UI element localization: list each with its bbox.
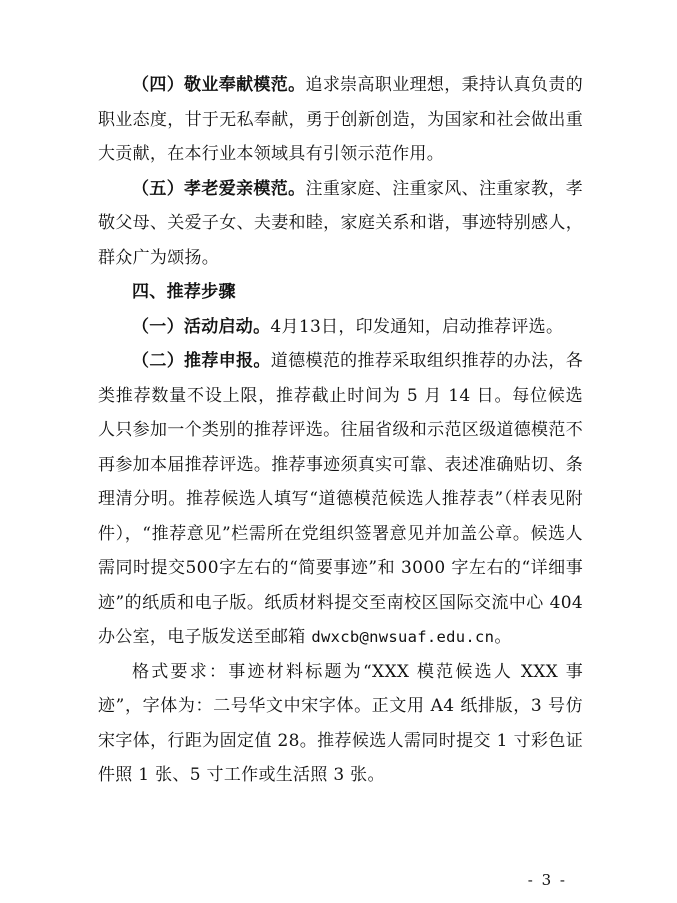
step-one-text: 4月13日，印发通知，启动推荐评选。 bbox=[270, 316, 564, 337]
step-two-paragraph bbox=[98, 344, 583, 655]
steps-heading: 四、推荐步骤 bbox=[132, 282, 236, 302]
document-body bbox=[98, 68, 583, 793]
section-five-text: 注重家庭、注重家风、注重家教，孝敬父母、关爱子女、夫妻和睦，家庭关系和谐，事迹特别感人，群众广为颂扬。 bbox=[98, 178, 583, 268]
section-four-lead: （四）敬业奉献模范。 bbox=[132, 75, 306, 95]
email-address: dwxcb@nwsuaf.edu.cn bbox=[311, 628, 495, 646]
page-number: - 3 - bbox=[527, 871, 567, 889]
section-five-lead: （五）孝老爱亲模范。 bbox=[132, 178, 306, 199]
section-four-paragraph bbox=[98, 68, 583, 172]
section-four-text: 追求崇高职业理想，秉持认真负责的职业态度，甘于无私奉献，勇于创新创造，为国家和社会做出重大贡献，在本行业本领域具有引领示范作用。 bbox=[98, 75, 583, 164]
step-two-text: 道德模范的推荐采取组织推荐的办法，各类推荐数量不设上限，推荐截止时间为 5 月 14 日。每位候选人只参加一个类别的推荐评选。往届省级和示范区级道德模范不再参加本届推荐评选。推荐事迹须真实可靠、表述准确贴切、条理清分明。推荐候选人填写“道德模范候选人推荐表”（样表见附件），“推荐意见”栏需所在党组织签署意见并加盖公章。候选人需同时提交500字左右的“简要事迹”和 3000 字左右的“详细事迹”的纸质和电子版。纸质材料提交至南校区国际交流中心 404 办公室，电子版发送至邮箱 bbox=[98, 351, 583, 647]
step-two-lead: （二）推荐申报。 bbox=[132, 351, 271, 371]
step-two-end: 。 bbox=[494, 627, 512, 647]
section-five-paragraph bbox=[98, 172, 583, 276]
step-one-lead: （一）活动启动。 bbox=[132, 316, 271, 337]
step-one-paragraph bbox=[98, 310, 583, 345]
format-requirements-paragraph: 格式要求：事迹材料标题为“XXX 模范候选人 XXX 事迹”，字体为：二号华文中宋字体。正文用 A4 纸排版，3 号仿宋字体，行距为固定值 28。推荐候选人需同时提交 1 寸彩色证件照 1 张、5 寸工作或生活照 3 张。 bbox=[98, 661, 583, 785]
